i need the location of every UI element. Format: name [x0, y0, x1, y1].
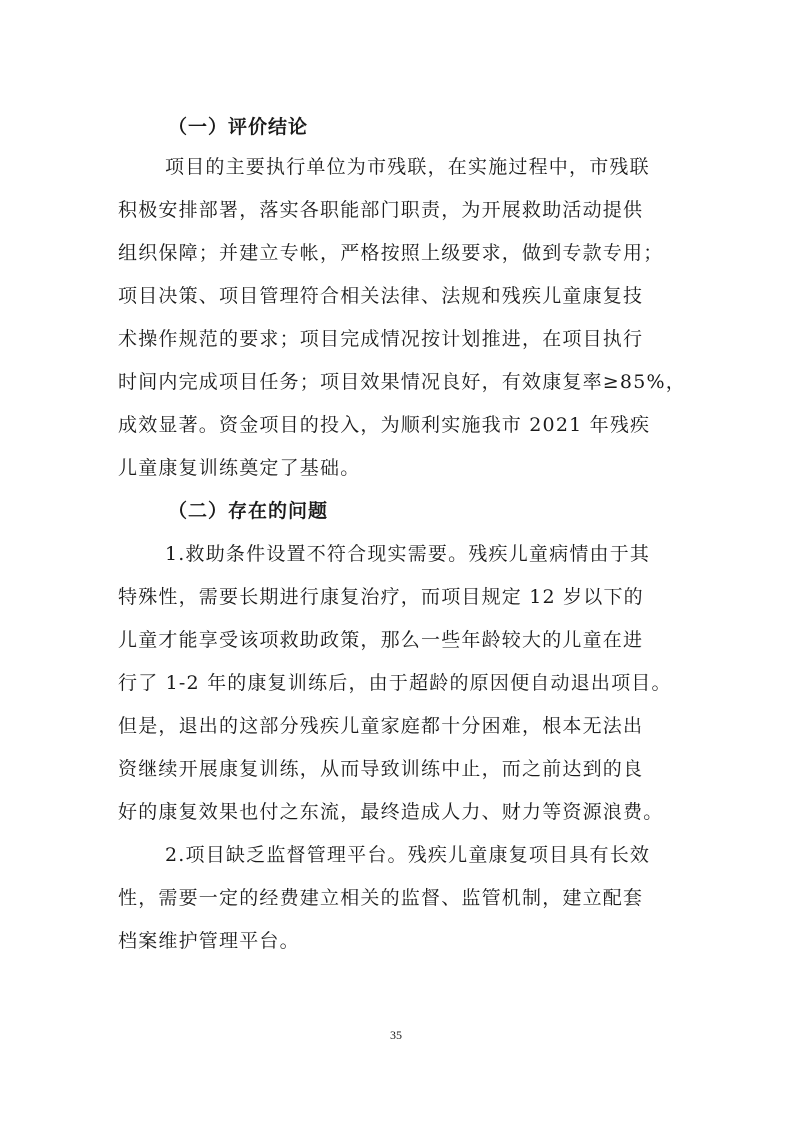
paragraph-line: 组织保障；并建立专帐，严格按照上级要求，做到专款专用；: [118, 242, 664, 264]
paragraph-line: 好的康复效果也付之东流，最终造成人力、财力等资源浪费。: [118, 801, 664, 823]
paragraph-line: 儿童康复训练奠定了基础。: [118, 457, 361, 479]
paragraph-line: 但是，退出的这部分残疾儿童家庭都十分困难，根本无法出: [118, 715, 644, 737]
paragraph-line: 项目决策、项目管理符合相关法律、法规和残疾儿童康复技: [118, 285, 644, 307]
paragraph-line: 积极安排部署，落实各职能部门职责，为开展救助活动提供: [118, 199, 644, 221]
paragraph-line: 时间内完成项目任务；项目效果情况良好，有效康复率≥85%，: [118, 371, 686, 393]
paragraph-line: 性，需要一定的经费建立相关的监督、监管机制，建立配套: [118, 887, 644, 909]
section-heading-existing-problems: （二）存在的问题: [168, 500, 329, 522]
paragraph-line: 行了 1-2 年的康复训练后，由于超龄的原因便自动退出项目。: [118, 672, 672, 694]
paragraph-line: 儿童才能享受该项救助政策，那么一些年龄较大的儿童在进: [118, 629, 644, 651]
paragraph-line: 特殊性，需要长期进行康复治疗，而项目规定 12 岁以下的: [118, 586, 644, 608]
paragraph-line: 术操作规范的要求；项目完成情况按计划推进，在项目执行: [118, 328, 644, 350]
paragraph-line: 项目的主要执行单位为市残联，在实施过程中，市残联: [165, 156, 650, 178]
paragraph-line: 成效显著。资金项目的投入，为顺利实施我市 2021 年残疾: [118, 414, 651, 436]
page-number: 35: [390, 1028, 402, 1042]
paragraph-line: 1.救助条件设置不符合现实需要。残疾儿童病情由于其: [165, 543, 651, 565]
paragraph-line: 档案维护管理平台。: [118, 930, 300, 952]
paragraph-line: 资继续开展康复训练，从而导致训练中止，而之前达到的良: [118, 758, 644, 780]
section-heading-evaluation-conclusion: （一）评价结论: [168, 116, 309, 138]
paragraph-line: 2.项目缺乏监督管理平台。残疾儿童康复项目具有长效: [165, 844, 651, 866]
